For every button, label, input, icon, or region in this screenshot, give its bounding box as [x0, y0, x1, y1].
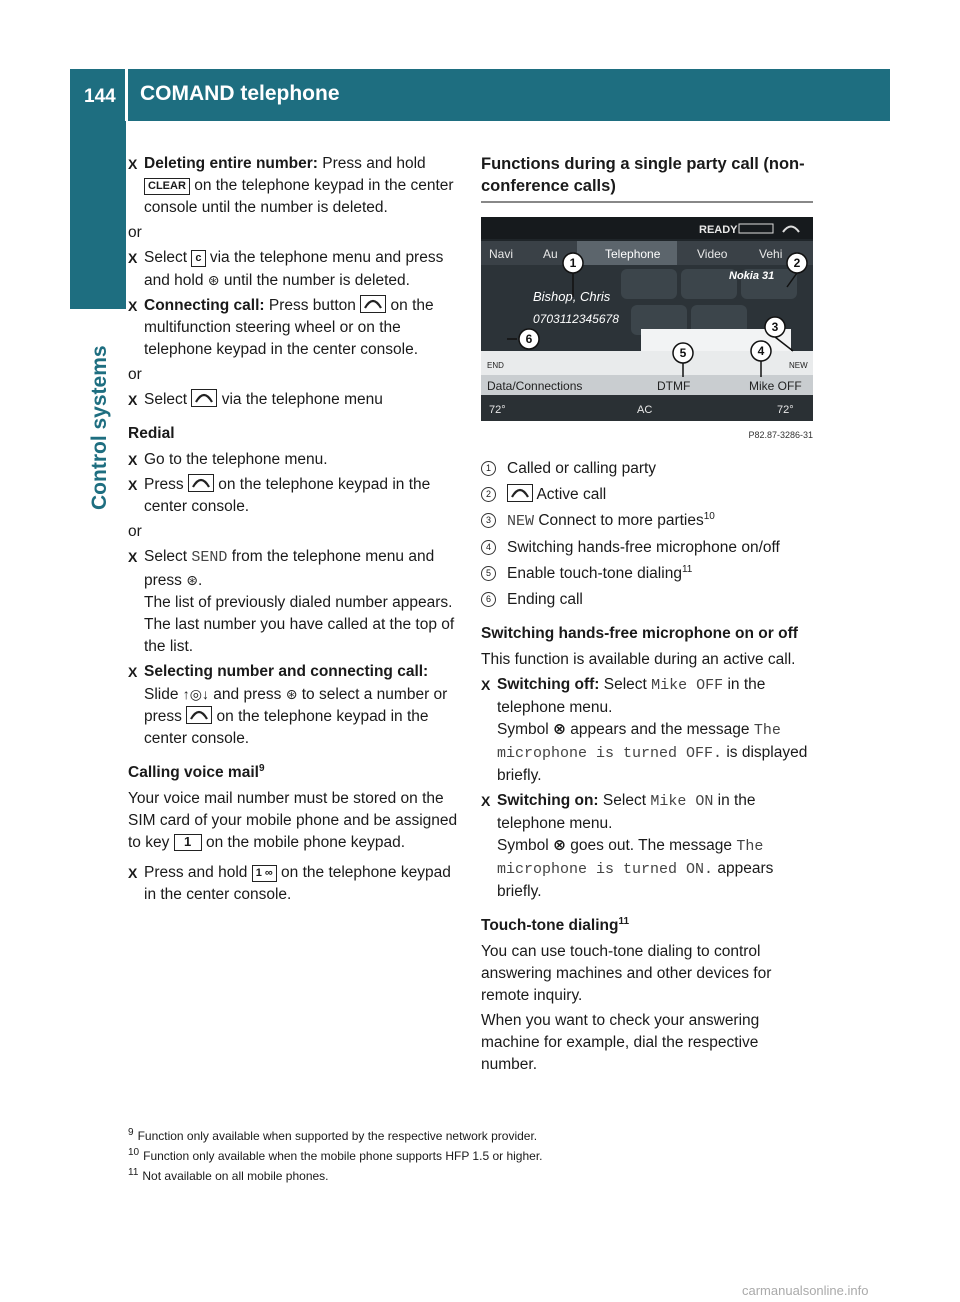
step-switching-on: X Switching on: Select Mike ON in the telephone menu. Symbol ⊗ goes out. The message The microphone is turned ON. appears briefly. — [481, 792, 774, 900]
end-label: END — [487, 361, 504, 370]
data-connections-label: Data/Connections — [487, 379, 583, 393]
arrow-icon: X — [128, 452, 138, 468]
arrow-icon: X — [128, 250, 138, 266]
or-text: or — [128, 523, 142, 540]
left-column — [128, 153, 462, 909]
legend-item-6: 6 Ending call — [481, 589, 813, 611]
or-text: or — [128, 224, 142, 241]
key-1-voicemail-icon: 1 ∞ — [252, 865, 277, 882]
redial-heading: Redial — [128, 425, 175, 442]
phone-name: Nokia 31 — [729, 270, 775, 282]
footnote-11: $^{11}$ Not available on all mobile phones. — [128, 1167, 329, 1183]
tab-navi: Navi — [489, 247, 514, 261]
arrow-icon: X — [128, 298, 138, 314]
mic-off-icon: ⊗ — [553, 837, 566, 854]
step-go-to-menu: X Go to the telephone menu. — [128, 449, 462, 471]
page-number: 144 — [84, 86, 116, 107]
side-label: Control systems — [88, 345, 111, 510]
clear-key-icon: CLEAR — [144, 178, 190, 195]
temp-left: 72° — [489, 404, 506, 416]
or-text: or — [128, 366, 142, 383]
callout-1: 1 — [569, 256, 577, 270]
legend-item-1: 1 Called or calling party — [481, 458, 813, 480]
step-select-send-menu: X Select SEND from the telephone menu and press ⊛. The list of previously dialed number appears. The last number you have called at the top of the list. — [128, 548, 455, 655]
comand-screen-image — [481, 217, 813, 421]
section-heading: Functions during a single party call (non-conference calls) — [481, 153, 813, 203]
touch-tone-p2: When you want to check your answering machine for example, dial the respective number. — [481, 1012, 760, 1073]
legend-item-2: 2 Active call — [481, 484, 813, 506]
mic-intro: This function is available during an active call. — [481, 651, 796, 668]
phone-send-icon — [186, 706, 212, 724]
voicemail-text: Your voice mail number must be stored on the SIM card of your mobile phone and be assigned to key 1 on the mobile phone keypad. — [128, 790, 458, 851]
mic-heading: Switching hands-free microphone on or off — [481, 625, 798, 642]
right-column — [481, 153, 813, 1079]
tab-audio: Au — [543, 247, 558, 261]
temp-right: 72° — [777, 404, 794, 416]
c-key-icon: c — [191, 250, 205, 267]
tab-telephone: Telephone — [605, 247, 661, 261]
figure-code: P82.87-3286-31 — [748, 430, 813, 440]
arrow-icon: X — [128, 664, 138, 680]
footnote-9: $^9$ Function only available when supported by the respective network provider. — [128, 1127, 538, 1143]
arrow-icon: X — [481, 793, 491, 809]
step-select-c: X Select c via the telephone menu and press and hold ⊛ until the number is deleted. — [128, 249, 444, 289]
arrow-icon: X — [128, 477, 138, 493]
phone-send-icon — [360, 295, 386, 313]
arrow-icon: X — [481, 677, 491, 693]
mike-off-label: Mike OFF — [749, 379, 802, 393]
controller-press-icon: ⊛ — [207, 272, 220, 288]
step-press-send: X Press on the telephone keypad in the center console. — [128, 476, 431, 515]
page-title: COMAND telephone — [140, 82, 340, 105]
screen-drawing — [481, 217, 813, 421]
callout-4: 4 — [757, 344, 765, 358]
slide-updown-icon: ↑◎↓ — [182, 686, 209, 702]
contact-name: Bishop, Chris — [533, 289, 611, 304]
page-header — [70, 69, 890, 121]
status-text: READY — [699, 224, 738, 236]
arrow-icon: X — [128, 865, 138, 881]
phone-send-icon — [191, 389, 217, 407]
callout-2: 2 — [793, 256, 801, 270]
step-selecting-number: X Selecting number and connecting call: Slide ↑◎↓ and press ⊛ to select a number or press on the telephone keypad in the center console. — [128, 663, 448, 747]
callout-3: 3 — [771, 320, 779, 334]
step-press-hold-1: X Press and hold 1 ∞ on the telephone keypad in the center console. — [128, 864, 451, 903]
arrow-icon: X — [128, 549, 138, 565]
mic-off-icon: ⊗ — [553, 721, 566, 738]
side-tab — [70, 121, 126, 309]
phone-send-icon — [507, 484, 533, 502]
tab-video: Video — [697, 247, 728, 261]
key-1-icon: 1 — [174, 834, 202, 851]
touch-tone-heading: Touch-tone dialing$^{11}$ — [481, 915, 630, 934]
tab-vehicle: Vehi — [759, 247, 783, 261]
step-switching-off: X Switching off: Select Mike OFF in the telephone menu. Symbol ⊗ appears and the message The microphone is turned OFF. is displayed briefly. — [481, 676, 808, 784]
voicemail-heading: Calling voice mail$^9$ — [128, 762, 265, 781]
step-connecting-call: X Connecting call: Press button on the multifunction steering wheel or on the telephone keypad in the center console. — [128, 297, 434, 358]
phone-send-icon — [188, 474, 214, 492]
contact-number: 0703112345678 — [533, 312, 619, 326]
ac-label: AC — [637, 404, 653, 416]
legend-item-5: 5 Enable touch-tone dialing$^{11}$ — [481, 563, 813, 585]
footnotes — [128, 1126, 828, 1186]
step-delete-number: X Deleting entire number: Press and hold CLEAR on the telephone keypad in the center console until the number is deleted. — [128, 155, 454, 216]
touch-tone-p1: You can use touch-tone dialing to control answering machines and other devices for remote inquiry. — [481, 943, 772, 1004]
legend-item-3: 3 NEW Connect to more parties$^{10}$ — [481, 510, 813, 533]
header-divider — [125, 69, 128, 121]
legend-item-4: 4 Switching hands-free microphone on/off — [481, 537, 813, 559]
step-select-send: X Select via the telephone menu — [128, 389, 462, 411]
controller-press-icon: ⊛ — [186, 572, 198, 588]
callout-5: 5 — [679, 346, 687, 360]
controller-press-icon: ⊛ — [285, 686, 298, 702]
footnote-10: $^{10}$ Function only available when the mobile phone supports HFP 1.5 or higher. — [128, 1147, 543, 1163]
watermark: carmanualsonline.info — [742, 1283, 869, 1298]
arrow-icon: X — [128, 156, 138, 172]
new-label: NEW — [789, 361, 808, 370]
dtmf-label: DTMF — [657, 379, 691, 393]
callout-6: 6 — [525, 332, 533, 346]
arrow-icon: X — [128, 392, 138, 408]
